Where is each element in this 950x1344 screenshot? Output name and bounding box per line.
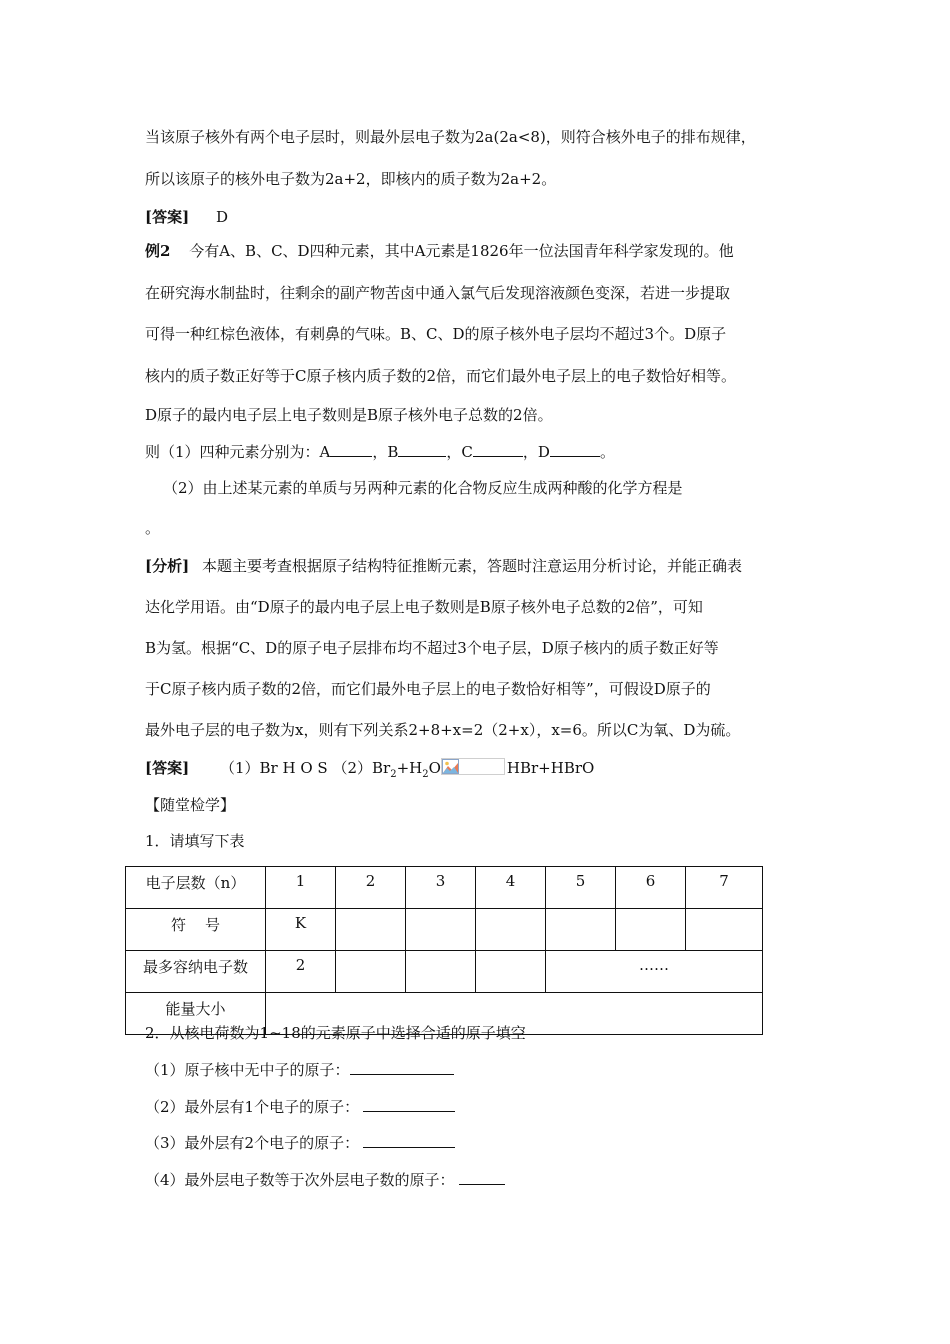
paragraph-line: 所以该原子的核外电子数为2a+2，即核内的质子数为2a+2。 (145, 170, 557, 188)
example-line: 核内的质子数正好等于C原子核内质子数的2倍，而它们最外电子层上的电子数恰好相等。 (145, 367, 737, 385)
analysis-line: 达化学用语。由“D原子的最内电子层上电子数则是B原子核外电子总数的2倍”，可知 (145, 598, 703, 616)
answer-part: HBr+HBrO (506, 759, 595, 777)
blank-a[interactable] (330, 442, 372, 457)
answer-part: （1）Br H O S （2）Br (219, 759, 391, 777)
question-2-line: 。 (145, 519, 161, 537)
row-label: 能量大小 (126, 993, 266, 1035)
question-1-prefix: 则（1）四种元素分别为：A (145, 443, 331, 461)
fill-question-text: （1）原子核中无中子的原子： (145, 1061, 350, 1079)
analysis-label: [分析] (145, 557, 190, 575)
answer-label: [答案] (145, 759, 190, 777)
answer-part: O (428, 759, 441, 777)
row-label: 最多容纳电子数 (126, 951, 266, 993)
answer-blank[interactable] (350, 1060, 454, 1075)
fill-question-text: （3）最外层有2个电子的原子： (145, 1134, 360, 1152)
layer-cell: 6 (616, 867, 686, 909)
layer-cell: 2 (336, 867, 406, 909)
answer-line (145, 758, 594, 785)
analysis-line: 最外电子层的电子数为x，则有下列关系2+8+x=2（2+x），x=6。所以C为氧、D为硫。 (145, 721, 741, 739)
symbol-cell[interactable] (686, 909, 763, 951)
blank-c[interactable] (473, 442, 523, 457)
question-1-line (145, 442, 615, 462)
max-cell[interactable] (406, 951, 476, 993)
table-row (126, 909, 763, 951)
paragraph-line: 当该原子核外有两个电子层时，则最外层电子数为2a(2a<8)，则符合核外电子的排布规律， (145, 128, 756, 146)
blank-b[interactable] (398, 442, 446, 457)
symbol-cell[interactable] (476, 909, 546, 951)
fill-question-text: （4）最外层电子数等于次外层电子数的原子： (145, 1171, 455, 1189)
symbol-cell: K (266, 909, 336, 951)
row-label: 符 号 (126, 909, 266, 951)
question-2-line: （2）由上述某元素的单质与另两种元素的化合物反应生成两种酸的化学方程是 (163, 479, 683, 497)
answer-line (145, 207, 228, 227)
symbol-cell[interactable] (406, 909, 476, 951)
question-1-end: 。 (599, 443, 615, 461)
fill-question (145, 1170, 505, 1190)
answer-label: [答案] (145, 208, 190, 226)
question-1-d: ，D (522, 443, 550, 461)
equation-arrow-placeholder (441, 758, 505, 775)
blank-d[interactable] (550, 442, 600, 457)
fill-question-text: （2）最外层有1个电子的原子： (145, 1098, 360, 1116)
row-label: 电子层数（n） (126, 867, 266, 909)
table-row (126, 867, 763, 909)
analysis-line: B为氢。根据“C、D的原子电子层排布均不超过3个电子层，D原子核内的质子数正好等 (145, 639, 719, 657)
answer-blank[interactable] (363, 1133, 455, 1148)
max-cell[interactable] (476, 951, 546, 993)
fill-question (145, 1133, 455, 1153)
example-label: 例2 (145, 242, 171, 260)
answer-value: D (215, 208, 229, 226)
task-heading: 1．请填写下表 (145, 832, 245, 850)
layer-cell: 3 (406, 867, 476, 909)
example-line: D原子的最内电子层上电子数则是B原子核外电子总数的2倍。 (145, 406, 553, 424)
answer-blank[interactable] (459, 1170, 505, 1185)
layer-cell: 4 (476, 867, 546, 909)
section-title: 【随堂检学】 (145, 796, 236, 814)
layer-cell: 7 (686, 867, 763, 909)
analysis-text: 本题主要考查根据原子结构特征推断元素，答题时注意运用分析讨论，并能正确表 (201, 557, 742, 575)
table-row (126, 951, 763, 993)
fill-question (145, 1060, 454, 1080)
subscript: 2 (422, 769, 429, 780)
answer-blank[interactable] (363, 1097, 455, 1112)
electron-shell-table (125, 866, 763, 1035)
broken-image-icon (442, 759, 459, 774)
example-text: 今有A、B、C、D四种元素，其中A元素是1826年一位法国青年科学家发现的。他 (189, 242, 734, 260)
max-cell[interactable] (336, 951, 406, 993)
example-line: 可得一种红棕色液体，有刺鼻的气味。B、C、D的原子核外电子层均不超过3个。D原子 (145, 325, 727, 343)
max-cell: 2 (266, 951, 336, 993)
analysis-line: 于C原子核内质子数的2倍，而它们最外电子层上的电子数恰好相等”，可假设D原子的 (145, 680, 711, 698)
symbol-cell[interactable] (546, 909, 616, 951)
symbol-cell[interactable] (616, 909, 686, 951)
question-1-c: ，C (446, 443, 473, 461)
layer-cell: 1 (266, 867, 336, 909)
layer-cell: 5 (546, 867, 616, 909)
example-line (145, 241, 734, 261)
question-1-b: ，B (372, 443, 399, 461)
max-cell-ellipsis: …… (546, 951, 763, 993)
subscript: 2 (390, 769, 397, 780)
symbol-cell[interactable] (336, 909, 406, 951)
answer-part: +H (396, 759, 423, 777)
analysis-line (145, 556, 742, 576)
task-heading: 2．从核电荷数为1~18的元素原子中选择合适的原子填空 (145, 1024, 526, 1042)
fill-question (145, 1097, 455, 1117)
example-line: 在研究海水制盐时，往剩余的副产物苦卤中通入氯气后发现溶液颜色变深，若进一步提取 (145, 284, 731, 302)
